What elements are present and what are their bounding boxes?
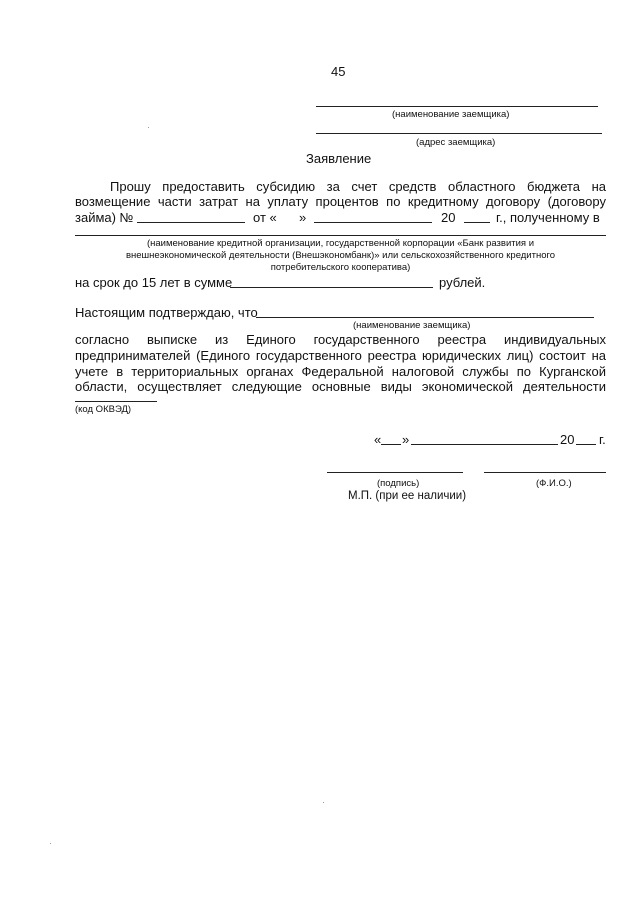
paragraph2-line2: предпринимателей (Единого государственного реестра юридических лиц) состоит на — [75, 348, 606, 363]
date-year-prefix: 20 — [560, 432, 575, 447]
full-name-caption: (Ф.И.О.) — [536, 478, 572, 489]
okved-field — [75, 401, 157, 402]
signature-field — [327, 472, 463, 473]
full-name-field — [484, 472, 606, 473]
stamp-note: М.П. (при ее наличии) — [348, 490, 467, 502]
loan-number-field — [137, 222, 245, 223]
paragraph2-lead: Настоящим подтверждаю, что — [75, 305, 258, 320]
date-month-field — [411, 444, 558, 445]
loan-amount-field — [230, 287, 433, 288]
paragraph1-line1: Прошу предоставить субсидию за счет средств областного бюджета на — [110, 179, 606, 194]
paragraph1-line2: возмещение части затрат на уплату процентов по кредитному договору (договору — [75, 194, 606, 209]
loan-amount-currency: рублей. — [439, 275, 486, 290]
creditor-caption-line3: потребительского кооператива) — [270, 262, 411, 273]
paragraph2-line1: согласно выписке из Единого государственного реестра индивидуальных — [75, 332, 606, 347]
paragraph1-received-in: г., полученному в — [496, 210, 600, 225]
scan-speck — [323, 802, 324, 803]
loan-date-month-field — [314, 222, 432, 223]
borrower-address-caption: (адрес заемщика) — [416, 137, 496, 148]
okved-caption: (код ОКВЭД) — [75, 404, 132, 415]
paragraph1-year-prefix: 20 — [441, 210, 456, 225]
date-day-field — [381, 444, 401, 445]
paragraph1-date-open: от « — [253, 210, 277, 225]
borrower-address-line — [316, 133, 602, 134]
document-title: Заявление — [306, 151, 372, 166]
scan-speck — [50, 843, 51, 844]
borrower-name-caption: (наименование заемщика) — [392, 109, 510, 120]
paragraph2-line3: учете в территориальных органах Федеральной налоговой службы по Курганской — [75, 364, 606, 379]
signature-caption: (подпись) — [377, 478, 420, 489]
page-number: 45 — [331, 64, 346, 79]
loan-year-field — [464, 222, 490, 223]
paragraph1-date-close: » — [299, 210, 307, 225]
creditor-caption-line1: (наименование кредитной организации, государственной корпорации «Банк развития и — [146, 238, 535, 249]
scan-speck — [148, 127, 149, 128]
paragraph1-loan-number-label: займа) № — [75, 210, 134, 225]
paragraph2-borrower-field — [256, 317, 594, 318]
creditor-name-line — [75, 235, 606, 236]
date-year-field — [576, 444, 596, 445]
paragraph2-line4: области, осуществляет следующие основные виды экономической деятельности — [75, 379, 606, 394]
date-year-suffix: г. — [599, 432, 606, 447]
date-open-quote: « — [374, 432, 382, 447]
paragraph2-borrower-caption: (наименование заемщика) — [353, 320, 471, 331]
loan-term-label: на срок до 15 лет в сумме — [75, 275, 233, 290]
date-close-quote: » — [402, 432, 410, 447]
creditor-caption-line2: внешнеэкономической деятельности (Внешэкономбанк)» или сельскохозяйственного кредитного — [125, 250, 556, 261]
borrower-name-line — [316, 106, 598, 107]
